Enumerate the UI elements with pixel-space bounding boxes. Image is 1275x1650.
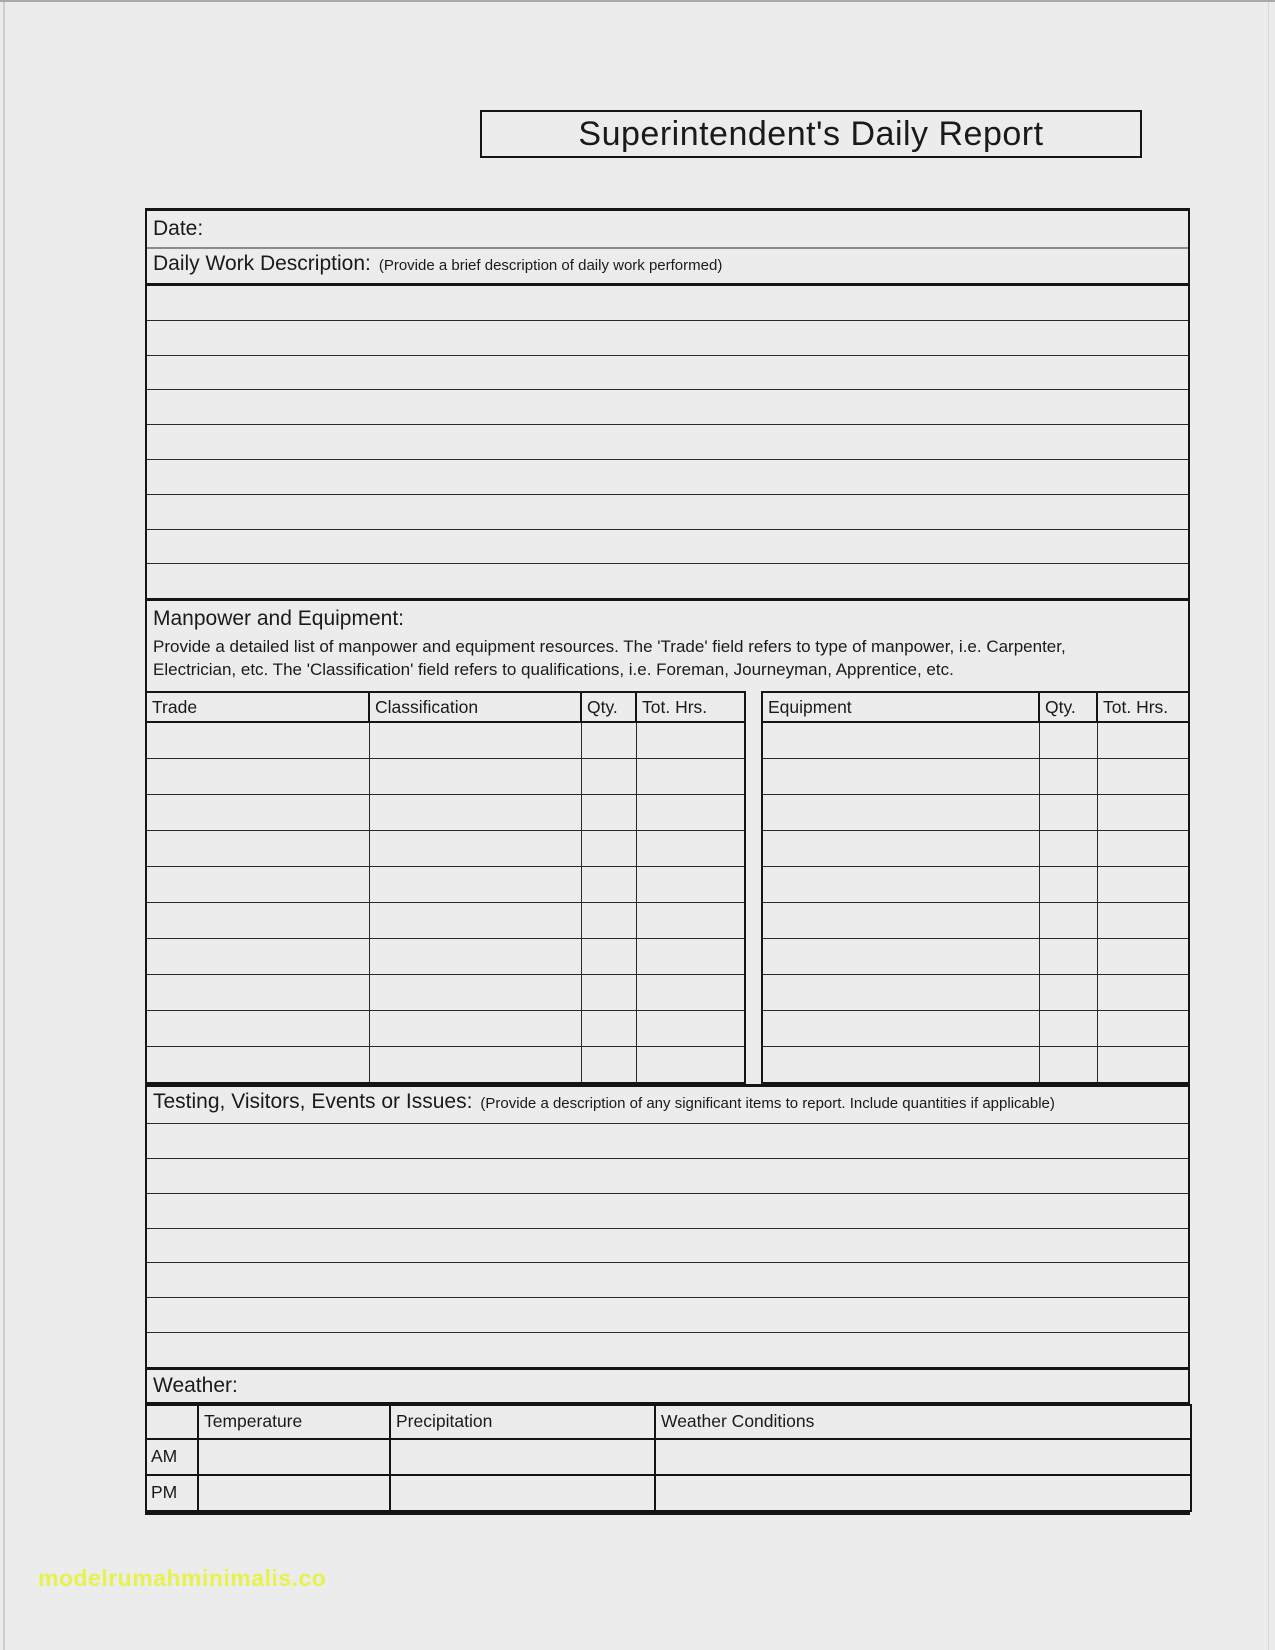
manpower-row — [146, 939, 745, 975]
testing-line[interactable] — [147, 1263, 1188, 1298]
daily-work-line[interactable] — [147, 321, 1188, 356]
manpower-tables — [147, 691, 1188, 1084]
empty-cell[interactable] — [762, 903, 1039, 939]
testing-section-header — [147, 1087, 1188, 1124]
empty-cell[interactable] — [1097, 831, 1189, 867]
weather-value-cell[interactable] — [655, 1439, 1191, 1475]
weather-period-label: PM — [146, 1475, 198, 1511]
empty-cell[interactable] — [369, 1047, 581, 1084]
empty-cell[interactable] — [1039, 1047, 1097, 1084]
manpower-row — [146, 722, 745, 759]
report-title: Superintendent's Daily Report — [578, 114, 1044, 153]
daily-work-description-note: (Provide a brief description of daily work performed) — [378, 257, 723, 274]
empty-cell[interactable] — [1097, 939, 1189, 975]
empty-cell[interactable] — [146, 759, 369, 795]
testing-note: (Provide a description of any significant items to report. Include quantities if applicable) — [480, 1095, 1055, 1113]
manpower-row — [146, 1011, 745, 1047]
manpower-table — [145, 691, 746, 1084]
qty-column-header: Qty. — [1039, 692, 1097, 722]
testing-lines — [147, 1124, 1188, 1367]
report-title-box — [480, 110, 1142, 158]
empty-cell[interactable] — [1097, 759, 1189, 795]
weather-conditions-column-header: Weather Conditions — [655, 1405, 1191, 1439]
weather-table-header-row — [146, 1405, 1191, 1439]
empty-cell[interactable] — [369, 1011, 581, 1047]
empty-cell[interactable] — [1039, 867, 1097, 903]
manpower-row — [146, 831, 745, 867]
equipment-row — [762, 759, 1189, 795]
classification-column-header: Classification — [369, 692, 581, 722]
empty-cell[interactable] — [1039, 722, 1097, 759]
empty-cell[interactable] — [1039, 1011, 1097, 1047]
weather-period-column-header — [146, 1405, 198, 1439]
empty-cell[interactable] — [762, 1047, 1039, 1084]
empty-cell[interactable] — [146, 722, 369, 759]
page-edge-left — [3, 2, 5, 1650]
empty-cell[interactable] — [762, 722, 1039, 759]
empty-cell[interactable] — [581, 1011, 636, 1047]
trade-column-header: Trade — [146, 692, 369, 722]
manpower-row — [146, 903, 745, 939]
tot-hrs-column-header: Tot. Hrs. — [1097, 692, 1189, 722]
empty-cell[interactable] — [636, 722, 745, 759]
weather-value-cell[interactable] — [390, 1475, 655, 1511]
empty-cell[interactable] — [636, 939, 745, 975]
weather-value-cell[interactable] — [198, 1475, 390, 1511]
empty-cell[interactable] — [369, 939, 581, 975]
page-edge-top — [0, 0, 1275, 2]
empty-cell[interactable] — [762, 939, 1039, 975]
empty-cell[interactable] — [146, 795, 369, 831]
testing-line[interactable] — [147, 1124, 1188, 1159]
empty-cell[interactable] — [1097, 795, 1189, 831]
empty-cell[interactable] — [636, 795, 745, 831]
equipment-table — [761, 691, 1190, 1084]
manpower-row — [146, 975, 745, 1011]
weather-row-pm — [146, 1475, 1191, 1511]
precipitation-column-header: Precipitation — [390, 1405, 655, 1439]
empty-cell[interactable] — [146, 975, 369, 1011]
date-label: Date: — [153, 217, 204, 240]
weather-row-am — [146, 1439, 1191, 1475]
manpower-description: Provide a detailed list of manpower and equipment resources. The 'Trade' field refers to type of manpower, i.e. Carpenter, Electrician, etc. The 'Classification' field refers to qualifications, i.e. Foreman, Journeyman, Apprentice, etc. — [153, 637, 1066, 680]
empty-cell[interactable] — [1097, 903, 1189, 939]
daily-work-line[interactable] — [147, 460, 1188, 495]
daily-work-line[interactable] — [147, 286, 1188, 321]
empty-cell[interactable] — [762, 831, 1039, 867]
weather-value-cell[interactable] — [390, 1439, 655, 1475]
weather-period-label: AM — [146, 1439, 198, 1475]
testing-label: Testing, Visitors, Events or Issues: — [153, 1090, 473, 1114]
qty-column-header: Qty. — [581, 692, 636, 722]
empty-cell[interactable] — [581, 939, 636, 975]
empty-cell[interactable] — [369, 831, 581, 867]
manpower-section — [147, 598, 1188, 1084]
empty-cell[interactable] — [581, 1047, 636, 1084]
equipment-column-header: Equipment — [762, 692, 1039, 722]
manpower-label: Manpower and Equipment: — [153, 607, 404, 631]
weather-section — [147, 1367, 1188, 1512]
equipment-row — [762, 975, 1189, 1011]
equipment-row — [762, 867, 1189, 903]
empty-cell[interactable] — [1097, 975, 1189, 1011]
empty-cell[interactable] — [1097, 722, 1189, 759]
equipment-table-header-row — [762, 692, 1189, 722]
empty-cell[interactable] — [369, 975, 581, 1011]
page-edge-right — [1268, 2, 1269, 1650]
daily-work-line[interactable] — [147, 530, 1188, 565]
testing-section — [147, 1084, 1188, 1367]
empty-cell[interactable] — [636, 867, 745, 903]
empty-cell[interactable] — [146, 903, 369, 939]
empty-cell[interactable] — [1097, 1011, 1189, 1047]
empty-cell[interactable] — [146, 867, 369, 903]
empty-cell[interactable] — [369, 759, 581, 795]
empty-cell[interactable] — [581, 903, 636, 939]
weather-heading-row — [147, 1370, 1188, 1404]
empty-cell[interactable] — [369, 867, 581, 903]
empty-cell[interactable] — [1039, 975, 1097, 1011]
empty-cell[interactable] — [762, 795, 1039, 831]
manpower-row — [146, 759, 745, 795]
manpower-row — [146, 867, 745, 903]
equipment-row — [762, 795, 1189, 831]
equipment-row — [762, 903, 1189, 939]
empty-cell[interactable] — [636, 759, 745, 795]
empty-cell[interactable] — [636, 831, 745, 867]
empty-cell[interactable] — [636, 1011, 745, 1047]
daily-work-description-label: Daily Work Description: — [153, 252, 371, 275]
daily-work-line[interactable] — [147, 390, 1188, 425]
daily-work-description-header — [147, 249, 1188, 286]
empty-cell[interactable] — [581, 831, 636, 867]
empty-cell[interactable] — [1097, 867, 1189, 903]
empty-cell[interactable] — [146, 1047, 369, 1084]
empty-cell[interactable] — [762, 759, 1039, 795]
weather-table — [145, 1404, 1192, 1512]
daily-work-line[interactable] — [147, 564, 1188, 598]
empty-cell[interactable] — [636, 903, 745, 939]
testing-line[interactable] — [147, 1194, 1188, 1229]
equipment-row — [762, 1011, 1189, 1047]
empty-cell[interactable] — [146, 939, 369, 975]
empty-cell[interactable] — [1039, 795, 1097, 831]
empty-cell[interactable] — [1039, 759, 1097, 795]
watermark: modelrumahminimalis.co — [38, 1565, 327, 1591]
equipment-row — [762, 831, 1189, 867]
equipment-row — [762, 1047, 1189, 1084]
empty-cell[interactable] — [762, 975, 1039, 1011]
equipment-row — [762, 939, 1189, 975]
weather-value-cell[interactable] — [198, 1439, 390, 1475]
empty-cell[interactable] — [762, 1011, 1039, 1047]
daily-work-line[interactable] — [147, 495, 1188, 530]
empty-cell[interactable] — [369, 903, 581, 939]
empty-cell[interactable] — [146, 831, 369, 867]
daily-report-form — [145, 208, 1190, 1515]
manpower-row — [146, 1047, 745, 1084]
empty-cell[interactable] — [581, 975, 636, 1011]
empty-cell[interactable] — [636, 975, 745, 1011]
empty-cell[interactable] — [146, 1011, 369, 1047]
empty-cell[interactable] — [581, 722, 636, 759]
weather-value-cell[interactable] — [655, 1475, 1191, 1511]
daily-work-line[interactable] — [147, 425, 1188, 460]
empty-cell[interactable] — [1097, 1047, 1189, 1084]
empty-cell[interactable] — [581, 867, 636, 903]
testing-line[interactable] — [147, 1333, 1188, 1367]
manpower-row — [146, 795, 745, 831]
testing-line[interactable] — [147, 1298, 1188, 1333]
date-field-row[interactable] — [147, 211, 1188, 249]
empty-cell[interactable] — [1039, 831, 1097, 867]
testing-line[interactable] — [147, 1229, 1188, 1264]
manpower-table-header-row — [146, 692, 745, 722]
weather-label: Weather: — [153, 1373, 238, 1397]
empty-cell[interactable] — [581, 759, 636, 795]
equipment-row — [762, 722, 1189, 759]
empty-cell[interactable] — [1039, 903, 1097, 939]
temperature-column-header: Temperature — [198, 1405, 390, 1439]
empty-cell[interactable] — [636, 1047, 745, 1084]
daily-work-description-lines — [147, 286, 1188, 598]
tot-hrs-column-header: Tot. Hrs. — [636, 692, 745, 722]
empty-cell[interactable] — [1039, 939, 1097, 975]
daily-work-line[interactable] — [147, 356, 1188, 391]
empty-cell[interactable] — [762, 867, 1039, 903]
empty-cell[interactable] — [369, 722, 581, 759]
empty-cell[interactable] — [581, 795, 636, 831]
testing-line[interactable] — [147, 1159, 1188, 1194]
empty-cell[interactable] — [369, 795, 581, 831]
